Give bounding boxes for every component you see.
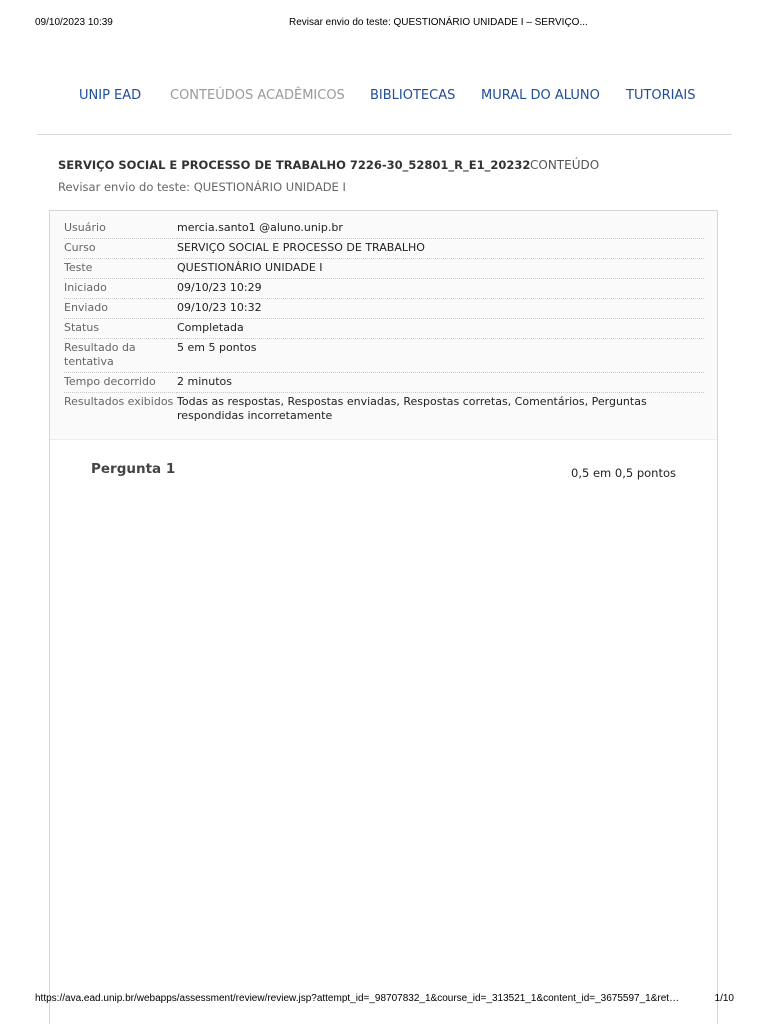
info-label: Status bbox=[64, 319, 177, 339]
content-breadcrumb-link[interactable]: CONTEÚDO bbox=[530, 158, 600, 172]
info-row-tempo bbox=[64, 373, 704, 393]
info-label: Curso bbox=[64, 239, 177, 259]
attempt-info-table bbox=[64, 219, 704, 426]
info-label: Enviado bbox=[64, 299, 177, 319]
info-value: SERVIÇO SOCIAL E PROCESSO DE TRABALHO bbox=[177, 239, 704, 259]
info-row-curso bbox=[64, 239, 704, 259]
print-document-title: Revisar envio do teste: QUESTIONÁRIO UNIDADE I – SERVIÇO... bbox=[289, 17, 588, 28]
print-footer bbox=[0, 993, 768, 1007]
print-header bbox=[0, 17, 768, 31]
info-row-usuario bbox=[64, 219, 704, 239]
info-value: QUESTIONÁRIO UNIDADE I bbox=[177, 259, 704, 279]
info-row-iniciado bbox=[64, 279, 704, 299]
info-label: Usuário bbox=[64, 219, 177, 239]
question-title: Pergunta 1 bbox=[91, 461, 176, 477]
page-title: Revisar envio do teste: QUESTIONÁRIO UNIDADE I bbox=[58, 180, 346, 194]
info-row-status bbox=[64, 319, 704, 339]
nav-unip-ead[interactable]: UNIP EAD bbox=[79, 88, 142, 103]
attempt-info-box bbox=[50, 211, 717, 440]
review-panel bbox=[49, 210, 718, 1024]
info-label: Resultado da tentativa bbox=[64, 339, 177, 373]
info-value: 09/10/23 10:29 bbox=[177, 279, 704, 299]
course-title[interactable]: SERVIÇO SOCIAL E PROCESSO DE TRABALHO 7226-30_52801_R_E1_20232 bbox=[58, 158, 531, 172]
info-row-teste bbox=[64, 259, 704, 279]
nav-bibliotecas[interactable]: BIBLIOTECAS bbox=[370, 88, 456, 103]
info-value: Completada bbox=[177, 319, 704, 339]
print-url: https://ava.ead.unip.br/webapps/assessment/review/review.jsp?attempt_id=_98707832_1&course_id=_313521_1&content_id=_3675597_1&ret… bbox=[35, 993, 680, 1004]
info-label: Tempo decorrido bbox=[64, 373, 177, 393]
nav-divider bbox=[37, 134, 732, 135]
info-label: Teste bbox=[64, 259, 177, 279]
info-row-enviado bbox=[64, 299, 704, 319]
info-row-resultado bbox=[64, 339, 704, 373]
info-value: 09/10/23 10:32 bbox=[177, 299, 704, 319]
nav-mural-do-aluno[interactable]: MURAL DO ALUNO bbox=[481, 88, 600, 103]
info-value: 2 minutos bbox=[177, 373, 704, 393]
top-navigation bbox=[0, 88, 768, 110]
info-row-resultados-exibidos bbox=[64, 393, 704, 427]
info-label: Resultados exibidos bbox=[64, 395, 174, 408]
print-page-number: 1/10 bbox=[714, 993, 734, 1004]
info-value: 5 em 5 pontos bbox=[177, 339, 704, 373]
question-score: 0,5 em 0,5 pontos bbox=[571, 466, 676, 480]
info-value: Todas as respostas, Respostas enviadas, Respostas corretas, Comentários, Perguntas respondidas incorretamente bbox=[177, 395, 647, 422]
info-label: Iniciado bbox=[64, 279, 177, 299]
info-value: mercia.santo1 @aluno.unip.br bbox=[177, 219, 704, 239]
nav-conteudos-academicos[interactable]: CONTEÚDOS ACADÊMICOS bbox=[170, 88, 345, 103]
print-datetime: 09/10/2023 10:39 bbox=[35, 17, 113, 28]
nav-tutoriais[interactable]: TUTORIAIS bbox=[626, 88, 696, 103]
